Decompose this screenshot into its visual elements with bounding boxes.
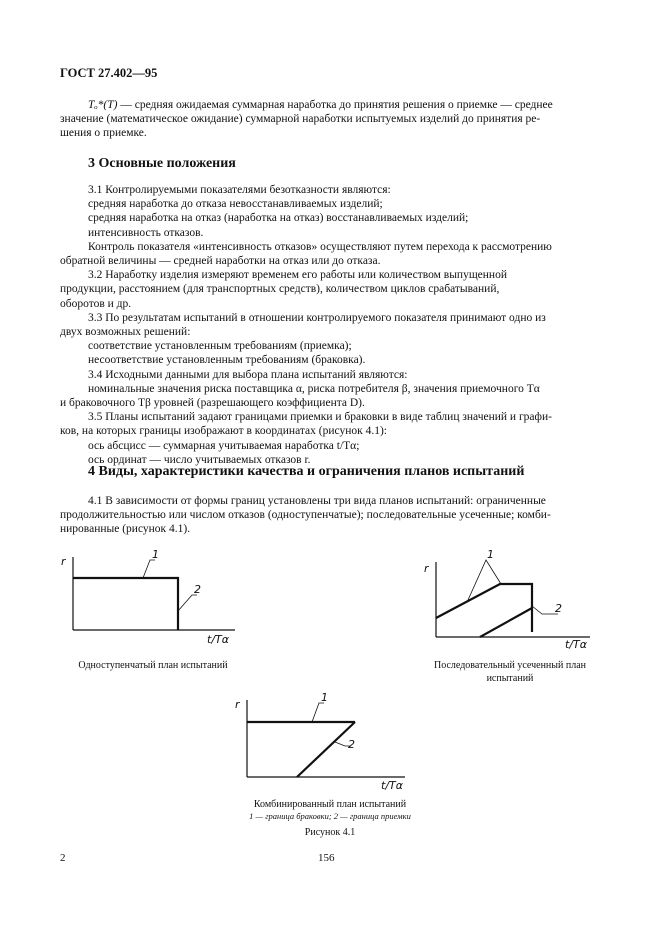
- caption-sequential: [410, 659, 610, 685]
- caption-sequential-l1: Последовательный усеченный план: [434, 660, 586, 671]
- intro-definition: [60, 98, 600, 141]
- s3-line: ось абсцисс — суммарная учитываемая наработка t/Tα;: [88, 439, 360, 452]
- s3-line: и браковочного Tβ уровней (разрешающего коэффициента D).: [60, 397, 365, 410]
- standard-header: ГОСТ 27.402—95: [60, 66, 158, 80]
- leader-1: [468, 560, 501, 600]
- curve-label-2: 2: [194, 583, 201, 596]
- axis-x-label: t/Tα: [565, 638, 587, 650]
- curve-label-1: 1: [487, 548, 494, 561]
- s4-line: продолжительностью или числом отказов (одноступенчатые); последовательные усеченные; комби-: [60, 509, 551, 522]
- section-3-body: [60, 183, 600, 467]
- figure-legend: 1 — граница браковки; 2 — граница приемки: [249, 811, 411, 821]
- section-3-title: 3 Основные положения: [88, 156, 236, 171]
- axis-y-label: r: [424, 562, 429, 575]
- caption-combined: Комбинированный план испытаний: [253, 799, 407, 810]
- s3-line: обратной величины — средней наработки на отказ или до отказа.: [60, 255, 381, 268]
- s3-line: ков, на которых границы изображают в координатах (рисунок 4.1):: [60, 425, 387, 438]
- leader-1: [143, 560, 155, 578]
- axis-y-label: r: [61, 555, 66, 568]
- s3-line: 3.2 Наработку изделия измеряют временем его работы или количеством выпущенной: [88, 269, 507, 282]
- page-number-left: 2: [60, 852, 66, 864]
- s3-line: интенсивность отказов.: [88, 226, 204, 239]
- s3-line: номинальные значения риска поставщика α, риска потребителя β, значения приемочного Tα: [88, 382, 540, 395]
- s4-line: 4.1 В зависимости от формы границ установлены три вида планов испытаний: ограниченные: [88, 495, 546, 507]
- figure-title: Рисунок 4.1: [304, 827, 356, 838]
- boundary-line: [436, 584, 532, 632]
- curve-label-1: 1: [152, 548, 159, 561]
- axis-y-label: r: [235, 698, 240, 711]
- intro-text-2: значение (математическое ожидание) суммарной наработки испытуемых изделий до принятия ре-: [60, 113, 541, 126]
- leader-2: [178, 595, 197, 611]
- curve-label-2: 2: [348, 738, 355, 751]
- figure-sequential-plan: [420, 548, 600, 650]
- s3-line: соответствие установленным требованиям (приемка);: [88, 340, 352, 353]
- leader-1: [312, 703, 324, 722]
- s4-line: нированные (рисунок 4.1).: [60, 523, 191, 536]
- caption-sequential-l2: испытаний: [486, 673, 534, 684]
- acceptance-line: [297, 722, 355, 777]
- s3-line: 3.5 Планы испытаний задают границами приемки и браковки в виде таблиц значений и графи-: [88, 411, 552, 424]
- section-4-body: [60, 494, 600, 537]
- boundary-line: [73, 578, 178, 630]
- s3-line: оборотов и др.: [60, 297, 132, 310]
- s3-line: 3.4 Исходными данными для выбора плана испытаний являются:: [88, 368, 408, 381]
- curve-label-1: 1: [321, 691, 328, 704]
- s3-line: 3.3 По результатам испытаний в отношении контролируемого показателя принимают одно из: [88, 311, 546, 324]
- s3-line: ось ординат — число учитываемых отказов r.: [88, 453, 311, 466]
- acceptance-line: [480, 608, 532, 637]
- section-4-title: 4 Виды, характеристики качества и ограничения планов испытаний: [88, 464, 525, 479]
- s3-line: средняя наработка на отказ (наработка на отказ) восстанавливаемых изделий;: [88, 212, 469, 225]
- intro-symbol: Tₒ*(T): [88, 99, 118, 111]
- s3-line: несоответствие установленным требованиям (браковка).: [88, 354, 366, 367]
- s3-line: средняя наработка до отказа невосстанавливаемых изделий;: [88, 198, 383, 211]
- intro-text-3: шения о приемке.: [60, 127, 147, 140]
- page-number-center: 156: [318, 852, 335, 864]
- s3-line: продукции, расстоянием (для транспортных средств), количеством циклов срабатываний,: [60, 283, 500, 296]
- s3-line: двух возможных решений:: [60, 326, 191, 339]
- s3-line: 3.1 Контролируемыми показателями безотказности являются:: [88, 184, 391, 196]
- caption-single-stage: Одноступенчатый план испытаний: [78, 660, 228, 671]
- s3-line: Контроль показателя «интенсивность отказов» осуществляют путем перехода к рассмотрению: [88, 240, 552, 253]
- figure-single-stage-plan: [55, 545, 245, 645]
- intro-text-1: — средняя ожидаемая суммарная наработка до принятия решения о приемке — среднее: [117, 99, 553, 111]
- axis-x-label: t/Tα: [207, 633, 229, 645]
- figure-combined-plan: [225, 690, 415, 790]
- axis-x-label: t/Tα: [381, 779, 403, 790]
- curve-label-2: 2: [555, 602, 562, 615]
